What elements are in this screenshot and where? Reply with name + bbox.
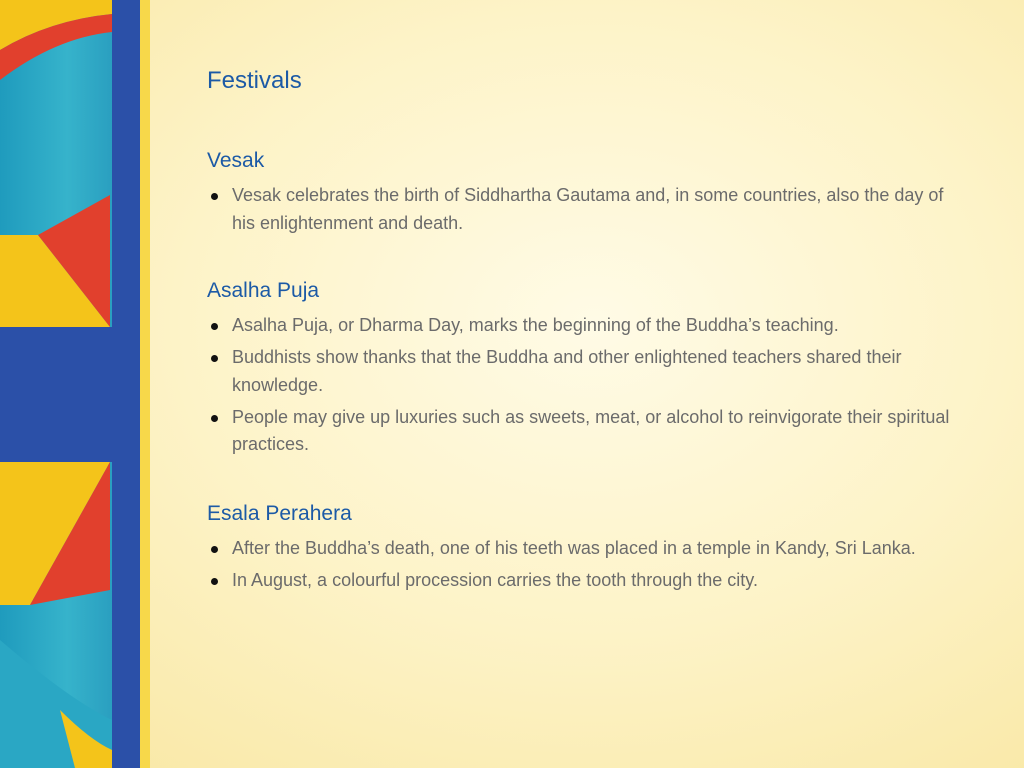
slide-title: Festivals <box>207 67 302 94</box>
section-heading-asalha-puja: Asalha Puja <box>207 279 320 302</box>
list-item: Buddhists show thanks that the Buddha and other enlightened teachers shared their knowledge. <box>207 344 967 399</box>
decorative-side-band <box>0 0 150 768</box>
list-item: Vesak celebrates the birth of Siddhartha Gautama and, in some countries, also the day of his enlightenment and death. <box>207 182 967 237</box>
bullet-list-asalha-puja <box>207 312 967 463</box>
list-item: After the Buddha’s death, one of his teeth was placed in a temple in Kandy, Sri Lanka. <box>207 535 967 563</box>
bullet-list-esala-perahera <box>207 535 967 599</box>
list-item: People may give up luxuries such as sweets, meat, or alcohol to reinvigorate their spiritual practices. <box>207 404 967 459</box>
list-item: In August, a colourful procession carries the tooth through the city. <box>207 567 967 595</box>
section-heading-vesak: Vesak <box>207 149 265 172</box>
list-item: Asalha Puja, or Dharma Day, marks the beginning of the Buddha’s teaching. <box>207 312 967 340</box>
bullet-list-vesak <box>207 182 967 242</box>
section-heading-esala-perahera: Esala Perahera <box>207 502 352 525</box>
